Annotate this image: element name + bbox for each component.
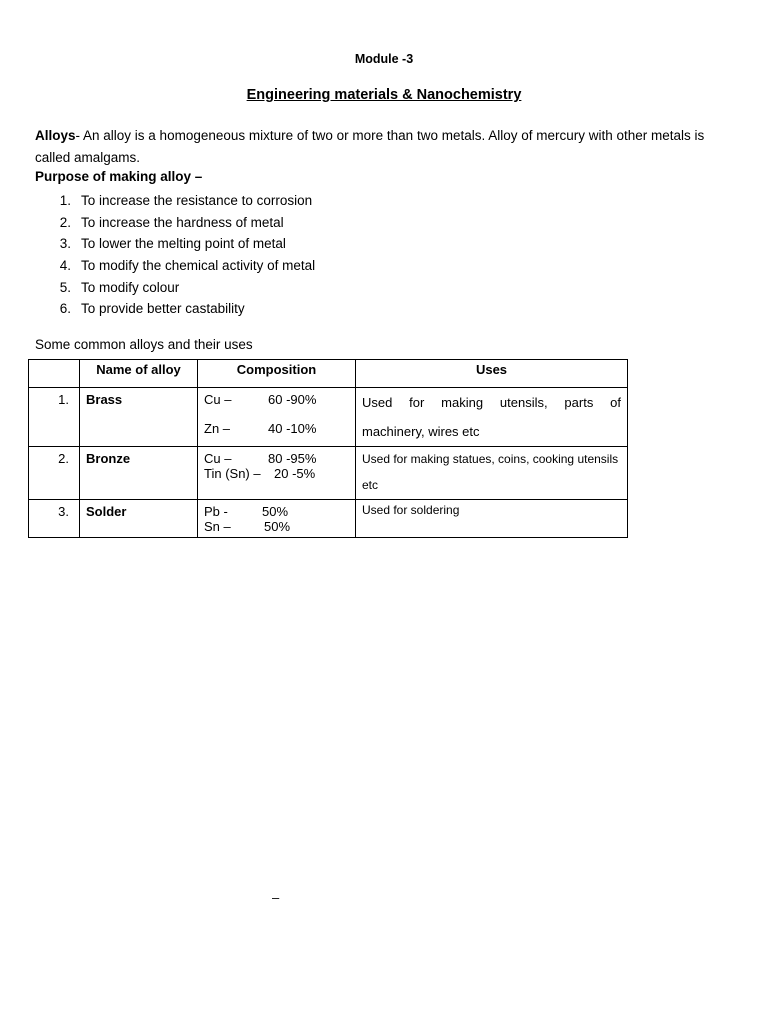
composition-line: [204, 451, 355, 466]
element: Tin (Sn) –: [204, 466, 261, 481]
percentage: 40 -10%: [268, 421, 317, 436]
element: Zn –: [204, 421, 231, 436]
table-row: [29, 447, 628, 500]
percentage: 80 -95%: [268, 451, 317, 466]
row-num: 3.: [29, 500, 80, 538]
list-item: [35, 190, 315, 212]
alloy-definition: [35, 125, 735, 169]
header-composition: Composition: [198, 360, 356, 388]
list-item-number: 3.: [59, 236, 71, 252]
uses-cell: [356, 388, 628, 447]
table-header-row: [29, 360, 628, 388]
percentage: 50%: [262, 504, 289, 519]
composition-cell: [198, 388, 356, 447]
list-item-number: 5.: [59, 279, 71, 295]
composition-line: [204, 504, 355, 519]
composition-cell: [198, 500, 356, 538]
module-label: Module -3: [354, 52, 414, 66]
percentage: 20 -5%: [274, 466, 316, 481]
list-item-number: 2.: [59, 214, 71, 230]
purpose-list: [35, 190, 315, 320]
alloys-table: [28, 359, 628, 538]
list-item: [35, 298, 315, 320]
element: Cu –: [204, 451, 232, 466]
percentage: 50%: [264, 519, 291, 534]
uses-text: Used for making utensils, parts of machinery, wires etc: [362, 395, 621, 439]
purpose-heading: Purpose of making alloy –: [35, 169, 203, 184]
composition-cell: [198, 447, 356, 500]
row-num: 2.: [29, 447, 80, 500]
alloy-term: Alloys: [35, 128, 76, 143]
list-item: [35, 277, 315, 299]
alloy-name: Solder: [80, 500, 198, 538]
table-row: [29, 500, 628, 538]
list-item-number: 4.: [59, 258, 71, 274]
composition-line: [204, 466, 355, 481]
alloy-name: Bronze: [80, 447, 198, 500]
list-item-number: 1.: [59, 193, 71, 208]
list-item-text: To increase the hardness of metal: [81, 214, 284, 230]
list-item-text: To provide better castability: [81, 301, 245, 317]
list-item-text: To lower the melting point of metal: [81, 236, 286, 252]
header-name: Name of alloy: [80, 360, 198, 388]
list-item: [35, 233, 315, 255]
composition-line: [204, 421, 355, 436]
list-item: [35, 255, 315, 277]
percentage: 60 -90%: [268, 392, 317, 407]
element: Pb -: [204, 504, 228, 519]
uses-text: Used for soldering: [362, 503, 460, 517]
page-title: Engineering materials & Nanochemistry: [246, 87, 522, 103]
list-item-text: To increase the resistance to corrosion: [81, 193, 313, 208]
composition-line: [204, 519, 355, 534]
list-item-text: To modify colour: [81, 279, 180, 295]
element: Cu –: [204, 392, 232, 407]
composition-line: [204, 392, 355, 407]
footer-dash: –: [272, 890, 280, 905]
element: Sn –: [204, 519, 231, 534]
header-uses: Uses: [356, 360, 628, 388]
uses-text: Used for making statues, coins, cooking utensils etc: [362, 452, 619, 492]
alloy-definition-text: - An alloy is a homogeneous mixture of two or more than two metals. Alloy of mercury with other metals is called amalgams.: [35, 128, 705, 165]
list-item: [35, 212, 315, 234]
table-caption: Some common alloys and their uses: [35, 337, 253, 352]
uses-cell: [356, 447, 628, 500]
table-row: [29, 388, 628, 447]
list-item-number: 6.: [59, 301, 71, 317]
uses-cell: [356, 500, 628, 538]
header-num: [29, 360, 80, 388]
list-item-text: To modify the chemical activity of metal: [81, 258, 316, 274]
alloy-name: Brass: [80, 388, 198, 447]
row-num: 1.: [29, 388, 80, 447]
